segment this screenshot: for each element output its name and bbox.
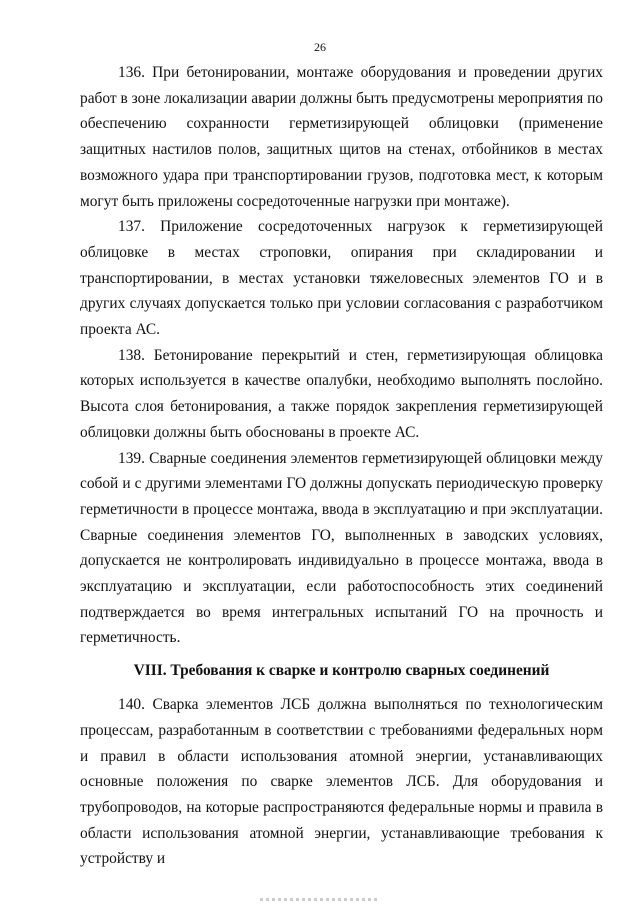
- paragraph-137: 137. Приложение сосредоточенных нагрузок к герметизирующей облицовке в местах строповки, опирания при складировании и транспортировании, в местах установки тяжеловесных элементов ГО и в других случаях допускается только при условии согласования с разработчиком проекта АС.: [80, 218, 603, 339]
- paragraph-139: 139. Сварные соединения элементов герметизирующей облицовки между собой и с другими элементами ГО должны допускать периодическую проверку герметичности в процессе монтажа, ввода в эксплуатацию и при эксплуатации. Сварные соединения элементов ГО, выполненных в заводских условиях, допускается не контролировать индивидуально в процессе монтажа, ввода в эксплуатацию и эксплуатации, если работоспособность этих соединений подтверждается во время интегральных испытаний ГО на прочность и герметичность.: [80, 449, 603, 647]
- document-body: [80, 60, 603, 872]
- paragraph-138: 138. Бетонирование перекрытий и стен, герметизирующая облицовка которых используется в качестве опалубки, необходимо выполнять послойно. Высота слоя бетонирования, а также порядок закрепления герметизирующей облицовки должны быть обоснованы в проекте АС.: [80, 346, 603, 441]
- paragraph-136: 136. При бетонировании, монтаже оборудования и проведении других работ в зоне локализации аварии должны быть предусмотрены мероприятия по обеспечению сохранности герметизирующей облицовки (применение защитных настилов полов, защитных щитов на стенах, отбойников в местах возможного удара при транспортировании грузов, подготовка мест, к которым могут быть приложены сосредоточенные нагрузки при монтаже).: [80, 64, 603, 210]
- page-number: 26: [314, 40, 326, 54]
- paragraph-140: 140. Сварка элементов ЛСБ должна выполняться по технологическим процессам, разработанным в соответствии с требованиями федеральных норм и правил в области использования атомной энергии, устанавливающих основные положения по сварке элементов ЛСБ. Для оборудования и трубопроводов, на которые распространяются федеральные нормы и правила в области использования атомной энергии, устанавливающие требования к устройству и: [80, 696, 603, 868]
- section-heading: VIII. Требования к сварке и контролю сварных соединений: [133, 662, 550, 680]
- scan-edge-mark: [260, 898, 380, 901]
